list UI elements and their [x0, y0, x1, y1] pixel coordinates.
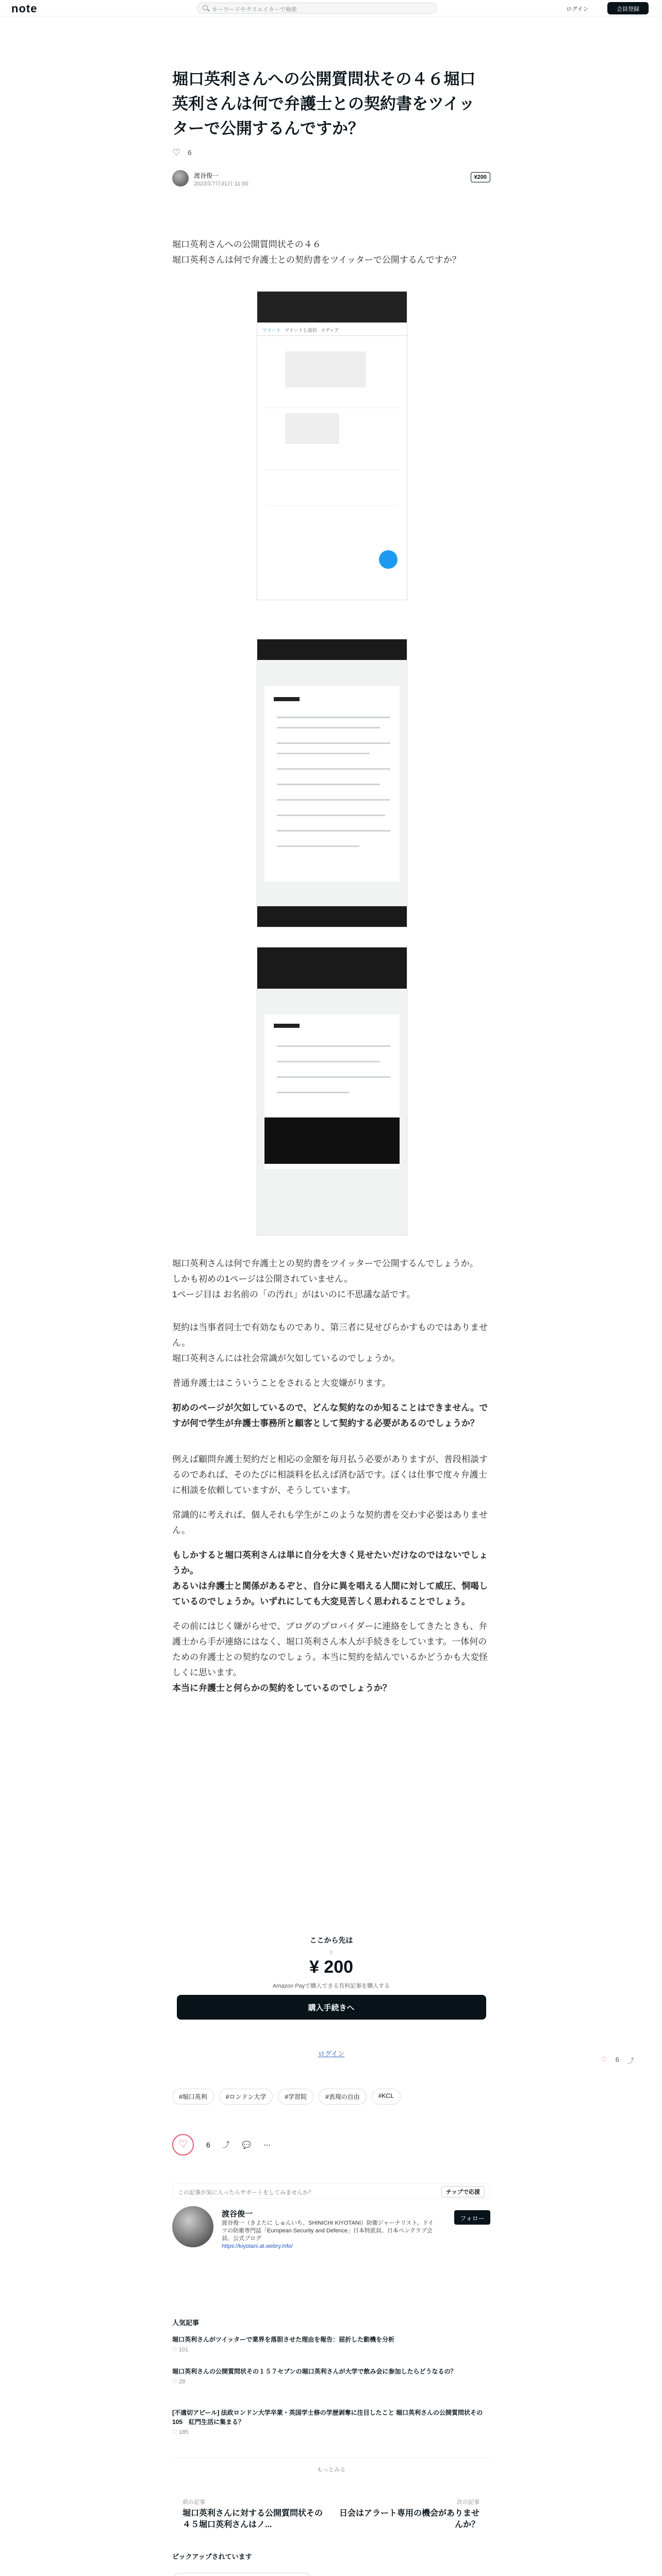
body-paragraph: しかも初めの1ページは公開されていません。: [172, 1274, 353, 1284]
tag-chip[interactable]: #KCL: [372, 2089, 401, 2105]
floating-like-count: 6: [615, 2056, 619, 2063]
popular-item[interactable]: 堀口英利さんがツイッターで業界を落胆させた理由を報告：屈折した動機を分析 ♡ 101: [172, 2336, 395, 2353]
body-paragraph: 例えば顧問弁護士契約だと相応の金額を毎月払う必要がありますが、普段相談するのであれば、そのたびに相談料を払えば済む話です。ぼくは仕事で度々弁護士に相談を依頼していますが、そうしています。: [172, 1454, 488, 1495]
body-paragraph: もしかすると堀口英利さんは単に自分を大きく見せたいだけなのではないでしょうか。: [172, 1550, 488, 1575]
article-body: [172, 1256, 490, 1696]
body-paragraph: 本当に弁護士と何らかの契約をしているのでしょうか？: [172, 1683, 391, 1693]
body-paragraph: あるいは弁護士と関係があるぞと、自分に異を唱える人間に対して威圧、恫喝しているのでしょうか。いずれにしても大変見苦しく思われることでしょう。: [172, 1581, 488, 1606]
prev-article-link[interactable]: 前の記事 堀口英利さんに対する公開質問状その４５堀口英利さんはノ...: [183, 2499, 323, 2529]
search-input[interactable]: [197, 3, 437, 14]
signup-button[interactable]: 会員登録: [607, 2, 649, 14]
article-title: 堀口英利さんへの公開質問状その４６堀口英利さんは何で弁護士との契約書をツイッターで公開するんですか？: [172, 70, 476, 138]
body-paragraph: 普通弁護士はこういうことをされると大変嫌がります。: [172, 1378, 391, 1388]
tag-chip[interactable]: #堀口英利: [172, 2089, 214, 2105]
like-button[interactable]: ♡: [172, 2134, 194, 2156]
profile-name[interactable]: 渡谷俊一: [222, 2210, 253, 2218]
purchase-login-link[interactable]: ログイン: [318, 2050, 345, 2058]
screenshot-tabs: ツイート ツイートと返信 メディア: [257, 323, 407, 336]
heart-icon[interactable]: ♡: [601, 2056, 607, 2063]
tip-bar: [172, 2183, 490, 2199]
tag-chip[interactable]: #学習院: [278, 2089, 313, 2105]
body-paragraph: 契約は当事者同士で有効なものであり、第三者に見せびらかすものではありません。: [172, 1323, 488, 1348]
follow-button[interactable]: フォロー: [454, 2210, 490, 2225]
purchase-box: [172, 1935, 490, 2020]
search-icon: [203, 5, 208, 10]
more-link[interactable]: もっとみる: [172, 2458, 490, 2473]
action-row: [172, 2134, 271, 2156]
body-paragraph: 堀口英利さんは何で弁護士との契約書をツイッターで公開するんでしょうか。: [172, 1259, 478, 1268]
next-article-link[interactable]: 次の記事 日会はアラート専用の機会がありませんか？: [339, 2499, 479, 2529]
pickup-card[interactable]: [175, 2573, 309, 2576]
comment-icon[interactable]: 💬: [242, 2140, 252, 2149]
heart-icon[interactable]: [172, 148, 181, 157]
intro-line: 堀口英利さんへの公開質問状その４６: [172, 240, 321, 249]
amazon-pay-note[interactable]: Amazon Payで購入できる有料記事を購入する: [272, 1983, 390, 1989]
share-icon[interactable]: ⤴: [222, 2141, 230, 2149]
site-header: [0, 0, 662, 16]
header-login-link[interactable]: ログイン: [566, 6, 589, 12]
contract-page-image-1: [257, 639, 407, 927]
compose-icon: [379, 550, 398, 569]
author-row: [172, 168, 490, 189]
article-intro: [172, 237, 490, 268]
body-paragraph: 常識的に考えれば、個人それも学生がこのような契約書を交わす必要はありません。: [172, 1510, 488, 1535]
search-placeholder: キーワードやクリエイターで検索: [212, 7, 297, 13]
tag-chip[interactable]: #ロンドン大学: [219, 2089, 273, 2105]
like-count: 6: [206, 2141, 210, 2149]
body-paragraph: その前にはじく嫌がらせで、ブログのプロバイダーに連絡をしてきたときも、弁護士から手が連絡にはなく、堀口英利さん本人が手続きをしています。一体何のための弁護士との契約なのでしょう。本当に契約を結んでいるかどうかも大変怪しくに思います。: [172, 1621, 488, 1677]
tip-text: この記事が気に入ったらサポートをしてみませんか？: [178, 2190, 314, 2196]
body-paragraph: 堀口英利さんには社会常識が欠如しているのでしょうか。: [172, 1353, 400, 1363]
intro-line: 堀口英利さんは何で弁護士との契約書をツイッターで公開するんですか？: [172, 255, 461, 265]
top-like-count: 6: [188, 148, 192, 157]
profile-avatar[interactable]: [172, 2206, 213, 2247]
price-badge: ¥200: [471, 172, 490, 182]
contract-page-image-2: [257, 947, 407, 1235]
more-icon[interactable]: ⋯: [263, 2140, 271, 2149]
profile-link[interactable]: https://kiyotani.at.webry.info/: [222, 2243, 293, 2249]
author-avatar[interactable]: [172, 170, 189, 187]
author-name[interactable]: 渡谷俊一: [194, 172, 219, 179]
tag-chip[interactable]: #表現の自由: [319, 2089, 367, 2105]
tip-button[interactable]: チップで応援: [441, 2186, 485, 2197]
price-icon: ⚐: [328, 1950, 334, 1956]
publish-date: 2023年7月31日 11:00: [194, 181, 249, 187]
popular-title: 人気記事: [172, 2319, 200, 2327]
top-like-row: [172, 148, 490, 157]
profile-bio: 渡谷俊一（きよたに しゅんいち、SHINICHI KIYOTANI）防衛ジャーナリスト。ドイツの防衛専門誌「European Security and Defence」日本特派員。日本ペンクラブ会員。公式ブログ https://kiyotani.at.webry.info/: [222, 2220, 434, 2249]
twitter-screenshot-image: [257, 291, 407, 600]
buy-button[interactable]: 購入手続きへ: [177, 1995, 486, 2020]
body-paragraph: 1ページ目は お名前の「の汚れ」がはいのに不思議な話です。: [172, 1290, 416, 1299]
body-paragraph: 初めのページが欠如しているので、どんな契約なのか知ることはできません。ですが何で学生が弁護士事務所と顧客として契約する必要があるのでしょうか？: [172, 1403, 488, 1428]
share-icon[interactable]: ⤴: [627, 2057, 634, 2065]
popular-item[interactable]: 堀口英利さんの公開質問状その１５７セブンの堀口英利さんが大学で飲み会に参加したらどうなるの？ ♡ 28: [172, 2368, 457, 2385]
price: ¥ 200: [309, 1957, 354, 1977]
tag-list: [172, 2089, 401, 2105]
paywall-label: ここから先は: [309, 1936, 353, 1944]
floating-like[interactable]: [601, 2056, 634, 2065]
note-logo[interactable]: note: [11, 2, 38, 15]
pickup-title: ピックアップされています: [172, 2553, 252, 2561]
popular-item[interactable]: [不適切アピール] 法政ロンドン大学卒業・英国学士修の学歴剥奪に注目したこと 堀口英利さんの公開質問状その105 紅門生活に集まる？ ♡ 185: [172, 2409, 483, 2435]
